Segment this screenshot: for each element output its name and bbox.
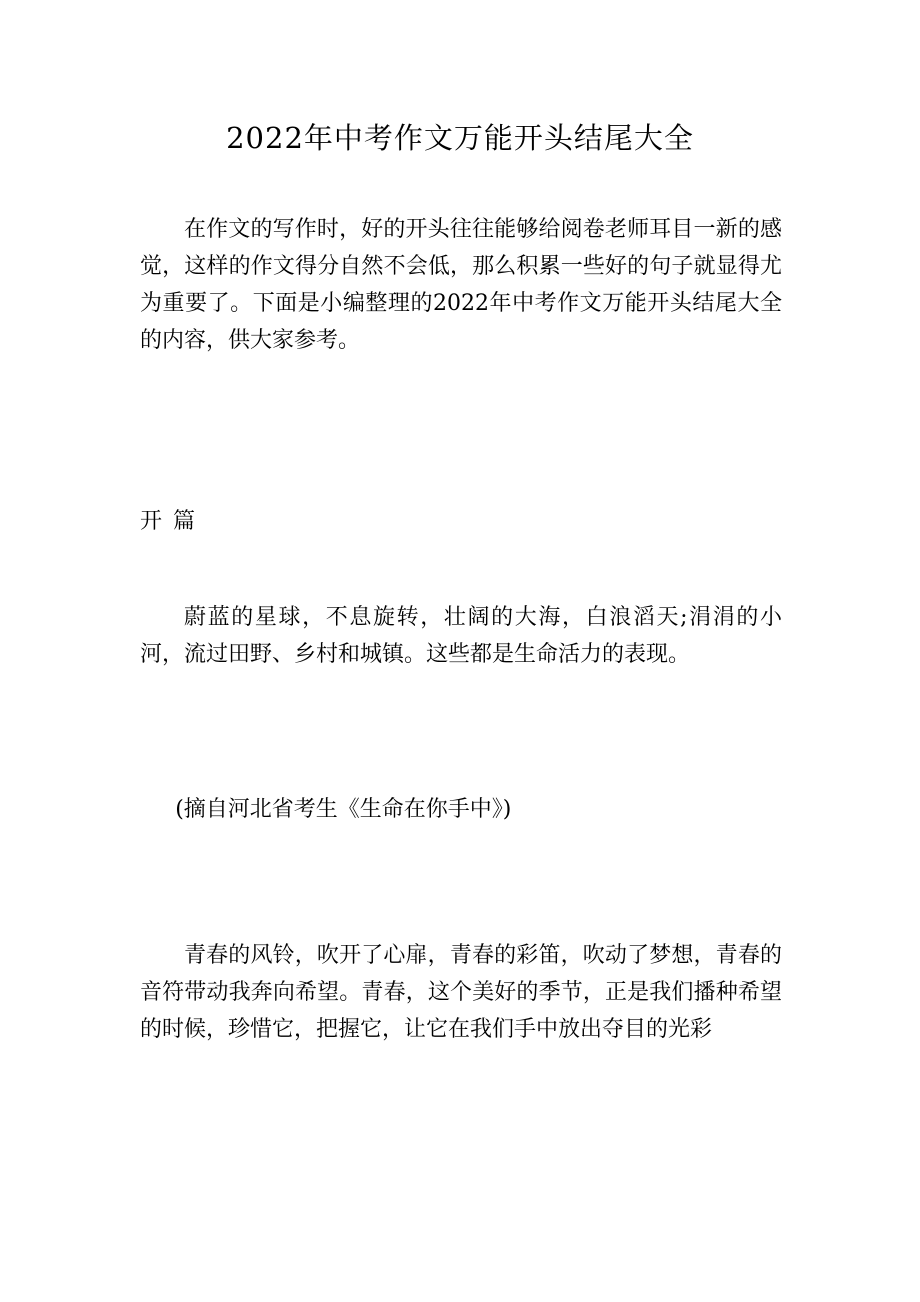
document-title: 2022年中考作文万能开头结尾大全 [226,121,694,155]
section-heading: 开 篇 [140,509,197,534]
excerpt-paragraph-2: 青春的风铃，吹开了心扉，青春的彩笛，吹动了梦想，青春的音符带动我奔向希望。青春，这个美好的季节，正是我们播种希望的时候，珍惜它，把握它，让它在我们手中放出夺目的光彩 [140,943,782,1042]
excerpt-source-1: (摘自河北省考生《生命在你手中》) [175,797,512,822]
intro-paragraph: 在作文的写作时，好的开头往往能够给阅卷老师耳目一新的感觉，这样的作文得分自然不会低，那么积累一些好的句子就显得尤为重要了。下面是小编整理的2022年中考作文万能开头结尾大全的内容，供大家参考。 [140,217,782,353]
excerpt-paragraph-1: 蔚蓝的星球，不息旋转，壮阔的大海，白浪滔天;涓涓的小河，流过田野、乡村和城镇。这些都是生命活力的表现。 [140,605,782,667]
